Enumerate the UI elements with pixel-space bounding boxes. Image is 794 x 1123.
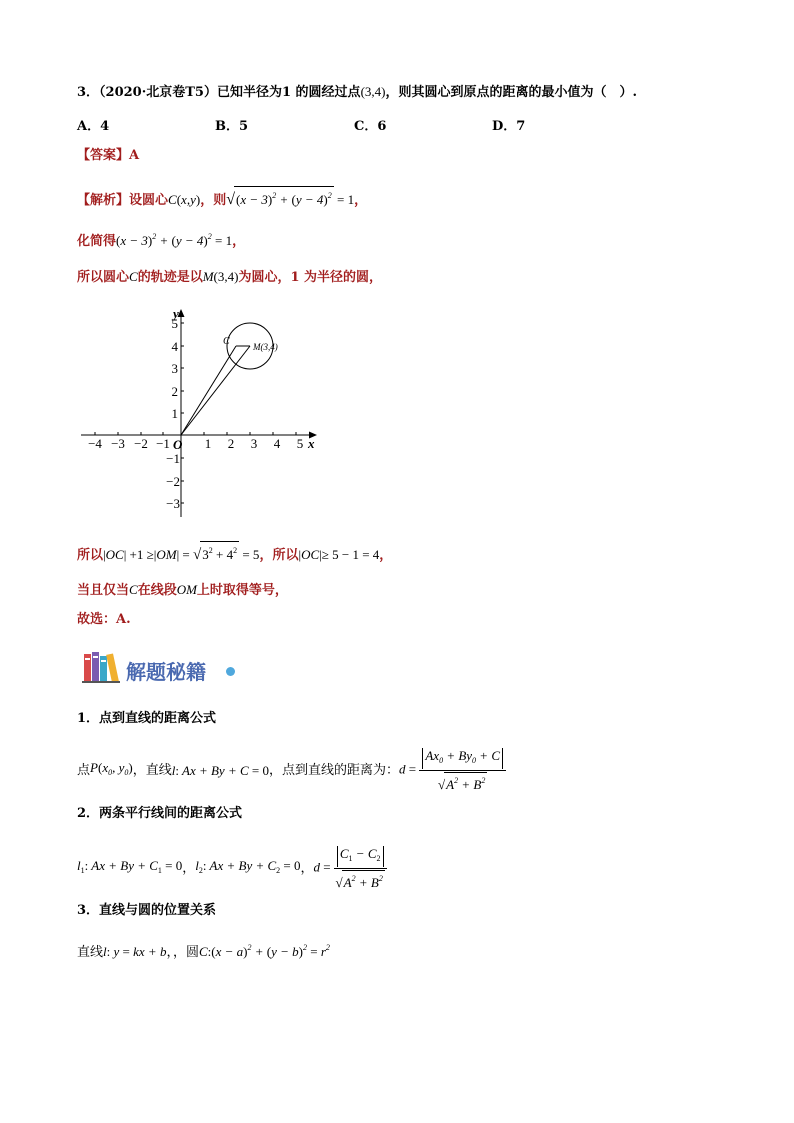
x-tick-label: 5 [296, 436, 304, 451]
segment-oc [181, 346, 236, 435]
analysis-conclusion: 故选：A. [77, 612, 131, 627]
analysis-line-6 [77, 611, 131, 629]
x-tick-label: −4 [88, 436, 102, 451]
x-tick-label: 3 [250, 436, 258, 451]
analysis-line1-b: ，则 [200, 193, 227, 208]
title-dot-icon [226, 667, 235, 676]
secrets-section-header [88, 650, 248, 686]
symbol-om: OM [176, 582, 197, 597]
analysis-line3-c: 为圆心，1 为半径的圆， [238, 270, 383, 285]
x-tick-label: −1 [156, 436, 170, 451]
y-tick-label: 4 [171, 339, 178, 354]
analysis-line-4: 所以$|OC| +1 \ge|OM| = √3^2 + 4^2 = 5$，所以|OC|≥ 5 − 1 = 4， [77, 541, 392, 565]
option-d-letter: D． [492, 119, 517, 134]
formula-parallel-distance: d = $\frac{C_1 - C_2}{√A^2 + B^2}$ [314, 846, 387, 891]
formula-inequality: $|OC| +1 \ge|OM| = √3^2 + 4^2 = 5$ [103, 547, 259, 562]
secret-item-1-text-b: ，直线 [132, 762, 172, 778]
formula-distance-eq: $√(x - 3)^2 + (y - 4)^2 = 1$ [226, 192, 354, 207]
y-tick-label: 3 [171, 361, 178, 376]
secret-item-1-heading [77, 710, 216, 728]
y-tick-label: 2 [171, 384, 178, 399]
x-tick-label: −2 [134, 436, 148, 451]
x-tick-label: 1 [204, 436, 212, 451]
question-stem-a: 已知半径为1 的圆经过点 [216, 85, 361, 100]
formula-center: C(x,y) [168, 192, 201, 207]
option-b-value: 5 [239, 119, 249, 134]
analysis-line4-a: 所以 [77, 548, 104, 563]
question-point: (3,4) [360, 84, 386, 99]
analysis-line5-b: 在线段 [137, 583, 177, 598]
formula-result: |OC|≥ 5 − 1 = 4 [298, 547, 380, 562]
x-tick-label: −3 [111, 436, 125, 451]
analysis-line-3 [77, 268, 382, 287]
y-tick-label: −3 [166, 496, 180, 511]
option-c [354, 115, 386, 134]
option-a [77, 115, 109, 134]
question-stem-b: ，则其圆心到原点的距离的最小值为（ ）. [385, 85, 638, 100]
books-icon [82, 650, 126, 684]
analysis-line-2: 化简得$(x - 3)^2 + (y - 4)^2 = 1$， [77, 232, 246, 249]
formula-point-p: $P(x_0$, $y_0$) [90, 760, 133, 777]
y-tick-label: −2 [166, 474, 180, 489]
secret-item-3-formula: 直线l: y = kx + b，，圆C:(x − $a)^2 + (y - b)^2 = r^2$ [77, 943, 330, 960]
analysis-line3-b: 的轨迹是以 [137, 270, 203, 285]
secret-item-1-text-c: ，点到直线的距离为： [268, 762, 399, 778]
analysis-line5-a: 当且仅当 [77, 583, 130, 598]
answer-label: 【答案】 [77, 148, 130, 163]
option-c-value: 6 [377, 119, 387, 134]
coordinate-graph [77, 305, 327, 525]
option-b-letter: B． [215, 119, 239, 134]
formula-line-l2: $l_2$: $Ax + By + C_2 = 0$ [195, 858, 301, 875]
question-stem [77, 83, 637, 102]
secret-item-3-heading-text: 3．直线与圆的位置关系 [77, 903, 217, 918]
y-tick-label: −1 [166, 451, 180, 466]
formula-point-line-distance: d = $\frac{Ax_0 + By_0 + C}{√A^2 + B^2}$ [399, 748, 506, 793]
answer-value: A [129, 148, 140, 163]
point-c-label: C [223, 336, 230, 347]
secret-item-2-formula [77, 846, 387, 891]
symbol-m: M(3,4) [202, 269, 239, 284]
x-axis-label: x [308, 436, 315, 451]
secret-item-1-heading-text: 1．点到直线的距离公式 [77, 711, 217, 726]
formula-line-l: l: Ax + By + C = 0 [171, 762, 269, 778]
segment-om [181, 346, 250, 435]
secrets-title: 解题秘籍 [126, 660, 206, 684]
x-tick-label: 2 [227, 436, 235, 451]
point-m-label: M(3,4) [253, 342, 278, 352]
option-a-value: 4 [100, 119, 110, 134]
analysis-line-1: 【解析】设圆心C(x,y)，则$√(x - 3)^2 + (y - 4)^2 = 1$， [77, 186, 367, 210]
secret-item-2-text-a: ， [182, 860, 196, 876]
analysis-line4-b: ，所以 [259, 548, 299, 563]
option-b [215, 115, 248, 134]
analysis-line-5 [77, 581, 288, 600]
question-source: （2020·北京卷T5） [99, 85, 217, 100]
secret-item-2-text-b: ， [300, 860, 314, 876]
secret-item-3-heading [77, 902, 216, 920]
analysis-line3-a: 所以圆心 [77, 270, 130, 285]
y-tick-label: 5 [171, 316, 178, 331]
y-tick-label: 1 [171, 406, 178, 421]
x-tick-label: 4 [273, 436, 281, 451]
formula-circle: C:(x − $a)^2 + (y - b)^2 = r^2$ [198, 943, 330, 959]
formula-simplified: $(x - 3)^2 + (y - 4)^2 = 1$ [116, 232, 233, 248]
analysis-label: 【解析】 [77, 193, 130, 208]
analysis-line5-c: 上时取得等号， [196, 583, 288, 598]
origin-label: O [173, 437, 183, 452]
analysis-line2-a: 化简得 [77, 234, 117, 249]
option-d-value: 7 [516, 119, 526, 134]
symbol-c: C [129, 269, 138, 284]
formula-line-ykxb: l: y = kx + b [103, 944, 167, 959]
formula-line-l1: $l_1$: $Ax + By + C_1 = 0$ [77, 858, 183, 875]
secret-item-2-heading [77, 805, 242, 823]
option-a-letter: A． [77, 119, 101, 134]
secret-item-2-heading-text: 2．两条平行线间的距离公式 [77, 806, 243, 821]
secret-item-3-text-b: ，圆 [172, 945, 199, 960]
option-d [492, 115, 525, 134]
analysis-line1-a: 设圆心 [129, 193, 169, 208]
symbol-c-2: C [129, 582, 138, 597]
secret-item-1-formula [77, 748, 506, 793]
answer-line [77, 147, 139, 165]
secret-item-3-text-a: 直线 [77, 945, 104, 960]
secret-item-1-text-a: 点 [77, 762, 91, 778]
option-c-letter: C． [354, 119, 378, 134]
y-axis-label: y [173, 306, 179, 321]
question-number: 3． [77, 85, 100, 100]
